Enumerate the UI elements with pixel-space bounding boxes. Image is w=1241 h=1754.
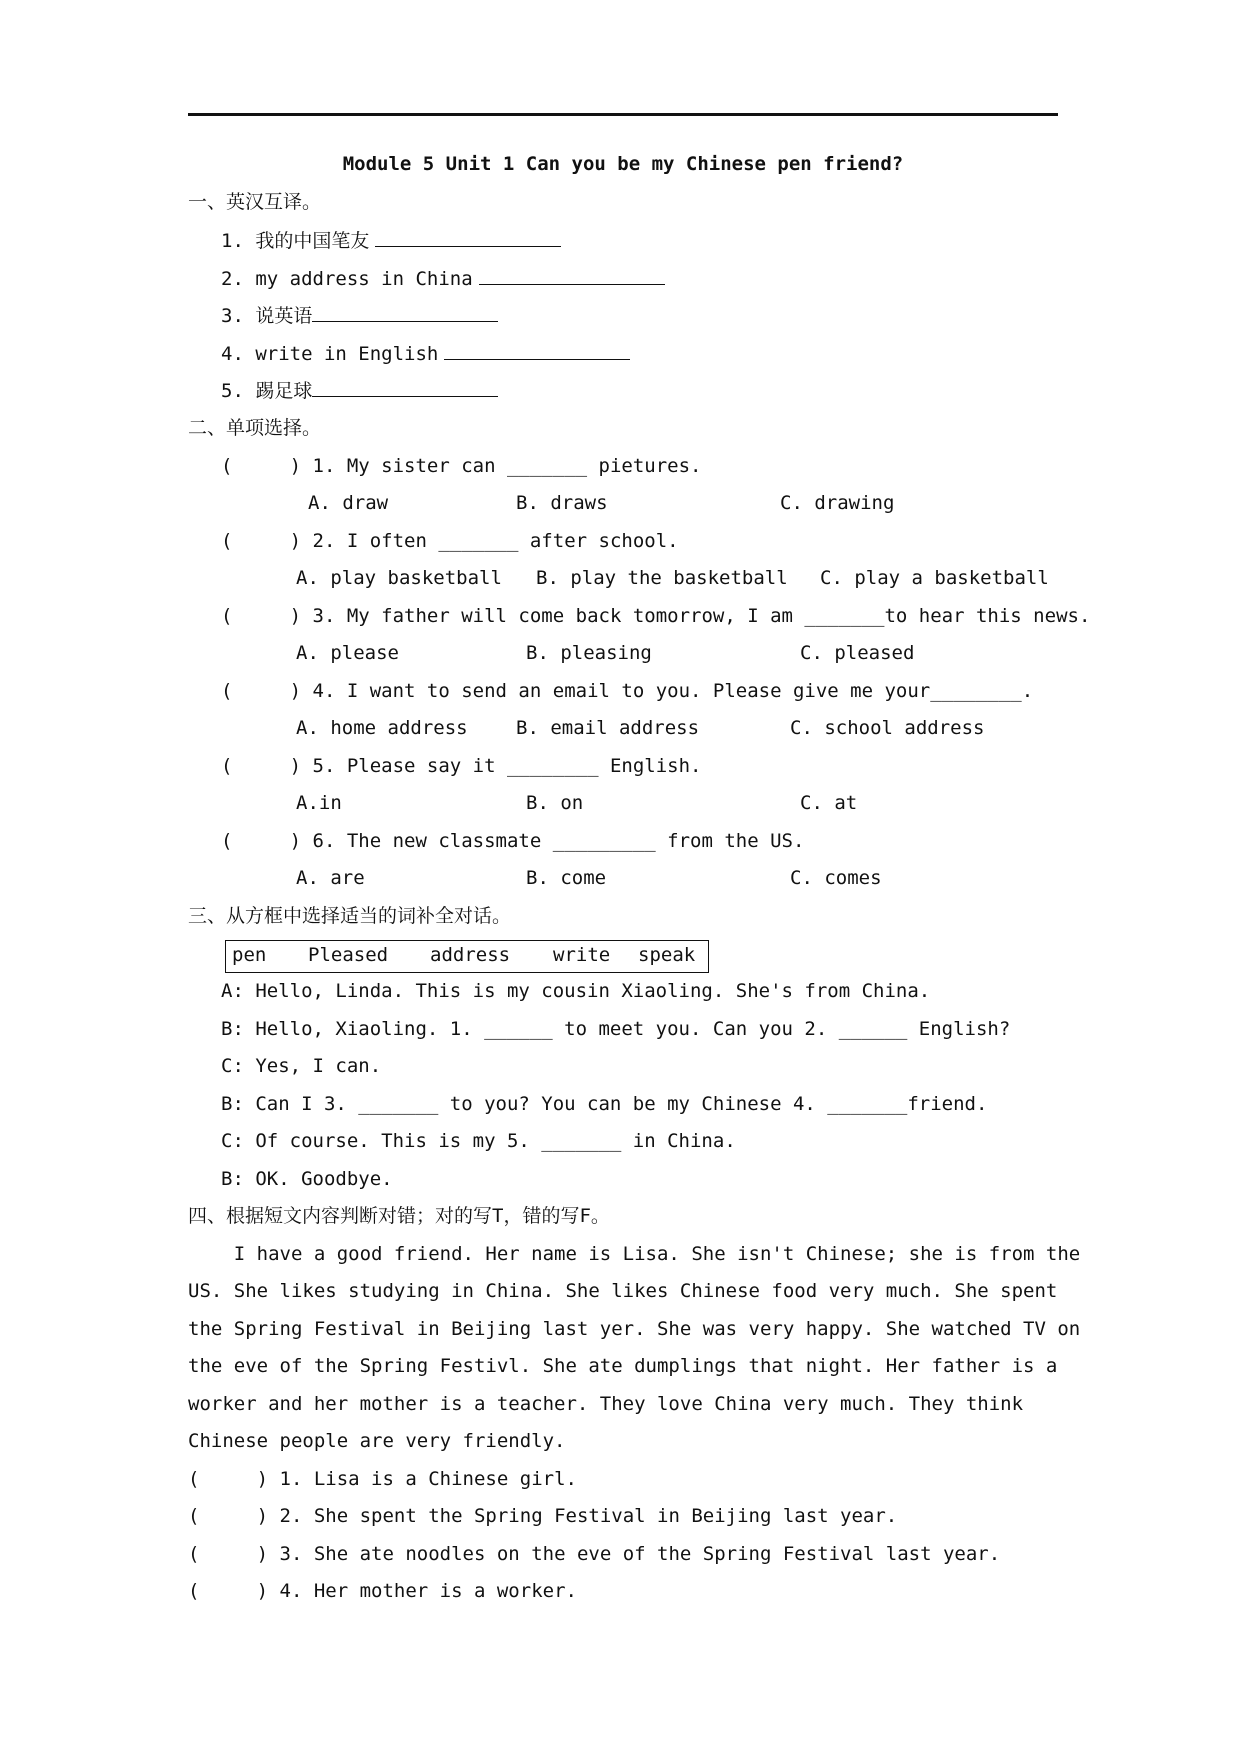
- dialogue-line: C: Of course. This is my 5. _______ in China.: [221, 1130, 736, 1152]
- choice-question-5: [221, 754, 701, 778]
- option-a[interactable]: A. play basketball: [296, 567, 502, 589]
- option-b[interactable]: B. on: [526, 792, 584, 814]
- choice-question-2: [221, 529, 679, 553]
- word-bank-item: Pleased: [308, 944, 389, 966]
- section4-heading: 四、根据短文内容判断对错；对的写T，错的写F。: [188, 1205, 610, 1227]
- word-bank-item: write: [553, 944, 611, 966]
- option-a[interactable]: A. home address: [296, 717, 468, 739]
- option-c[interactable]: C. drawing: [780, 492, 895, 514]
- answer-blank[interactable]: [312, 303, 498, 322]
- section1-heading: 一、英汉互译。: [188, 191, 322, 213]
- dialogue-line: C: Yes, I can.: [221, 1055, 382, 1077]
- word-bank-item: pen: [232, 944, 267, 966]
- choice-question-1: [221, 454, 701, 478]
- answer-blank[interactable]: [375, 228, 561, 247]
- question-text: 5. Please say it ________ English.: [312, 755, 702, 777]
- translate-item-4: [221, 341, 630, 365]
- item-number: 3.: [221, 305, 244, 327]
- option-c[interactable]: C. pleased: [800, 642, 915, 664]
- answer-blank[interactable]: [312, 378, 498, 397]
- statement-text: 4. Her mother is a worker.: [279, 1580, 577, 1602]
- option-a[interactable]: A. draw: [308, 492, 389, 514]
- answer-paren[interactable]: ( ): [221, 605, 302, 627]
- passage-line: I have a good friend. Her name is Lisa. She isn't Chinese; she is from the: [188, 1243, 1081, 1265]
- statement-text: 3. She ate noodles on the eve of the Spring Festival last year.: [279, 1543, 1001, 1565]
- translate-item-2: [221, 266, 665, 290]
- true-false-item-3: [188, 1542, 1000, 1566]
- passage-line: US. She likes studying in China. She likes Chinese food very much. She spent: [188, 1280, 1058, 1302]
- item-text: my address in China: [255, 268, 473, 290]
- answer-paren[interactable]: ( ): [188, 1505, 269, 1527]
- word-bank-item: address: [430, 944, 511, 966]
- question-text: 3. My father will come back tomorrow, I am _______to hear this news.: [312, 605, 1091, 627]
- option-b[interactable]: B. email address: [516, 717, 700, 739]
- question-text: 1. My sister can _______ pietures.: [312, 455, 702, 477]
- choice-question-6: [221, 829, 804, 853]
- option-c[interactable]: C. comes: [790, 867, 882, 889]
- answer-blank[interactable]: [479, 266, 665, 285]
- dialogue-line: B: OK. Goodbye.: [221, 1168, 393, 1190]
- answer-paren[interactable]: ( ): [221, 455, 302, 477]
- answer-paren[interactable]: ( ): [221, 680, 302, 702]
- answer-paren[interactable]: ( ): [188, 1543, 269, 1565]
- option-c[interactable]: C. play a basketball: [820, 567, 1049, 589]
- true-false-item-1: [188, 1467, 577, 1491]
- dialogue-line: B: Hello, Xiaoling. 1. ______ to meet you. Can you 2. ______ English?: [221, 1018, 1011, 1040]
- option-b[interactable]: B. come: [526, 867, 607, 889]
- section2-heading: 二、单项选择。: [188, 417, 322, 439]
- true-false-item-2: [188, 1504, 897, 1528]
- header-rule: [188, 113, 1058, 116]
- passage-line: the eve of the Spring Festivl. She ate dumplings that night. Her father is a: [188, 1355, 1058, 1377]
- answer-paren[interactable]: ( ): [221, 530, 302, 552]
- option-c[interactable]: C. at: [800, 792, 858, 814]
- question-text: 4. I want to send an email to you. Please give me your________.: [312, 680, 1034, 702]
- answer-paren[interactable]: ( ): [221, 755, 302, 777]
- page-title: Module 5 Unit 1 Can you be my Chinese pen friend?: [342, 153, 904, 175]
- item-number: 2.: [221, 268, 244, 290]
- statement-text: 1. Lisa is a Chinese girl.: [279, 1468, 577, 1490]
- section3-heading: 三、从方框中选择适当的词补全对话。: [188, 905, 512, 927]
- translate-item-5: [221, 378, 498, 402]
- true-false-item-4: [188, 1579, 577, 1603]
- item-number: 1.: [221, 230, 244, 252]
- question-text: 6. The new classmate _________ from the US.: [312, 830, 805, 852]
- item-text: 踢足球: [255, 380, 313, 402]
- option-b[interactable]: B. pleasing: [526, 642, 652, 664]
- option-a[interactable]: A.in: [296, 792, 342, 814]
- choice-question-3: [221, 604, 1090, 628]
- answer-paren[interactable]: ( ): [188, 1580, 269, 1602]
- passage-line: Chinese people are very friendly.: [188, 1430, 566, 1452]
- translate-item-3: [221, 303, 498, 327]
- answer-paren[interactable]: ( ): [221, 830, 302, 852]
- option-c[interactable]: C. school address: [790, 717, 985, 739]
- item-text: 说英语: [255, 305, 313, 327]
- option-b[interactable]: B. draws: [516, 492, 608, 514]
- option-a[interactable]: A. are: [296, 867, 365, 889]
- option-a[interactable]: A. please: [296, 642, 399, 664]
- item-text: 我的中国笔友: [255, 230, 370, 252]
- option-b[interactable]: B. play the basketball: [536, 567, 788, 589]
- passage-line: worker and her mother is a teacher. They love China very much. They think: [188, 1393, 1024, 1415]
- dialogue-line: A: Hello, Linda. This is my cousin Xiaoling. She's from China.: [221, 980, 931, 1002]
- word-bank-box: [225, 940, 709, 973]
- answer-paren[interactable]: ( ): [188, 1468, 269, 1490]
- item-number: 5.: [221, 380, 244, 402]
- question-text: 2. I often _______ after school.: [312, 530, 679, 552]
- item-text: write in English: [255, 343, 439, 365]
- choice-question-4: [221, 679, 1033, 703]
- item-number: 4.: [221, 343, 244, 365]
- word-bank-item: speak: [638, 944, 696, 966]
- passage-line: the Spring Festival in Beijing last yer. She was very happy. She watched TV on: [188, 1318, 1081, 1340]
- statement-text: 2. She spent the Spring Festival in Beijing last year.: [279, 1505, 898, 1527]
- translate-item-1: [221, 228, 561, 252]
- answer-blank[interactable]: [444, 341, 630, 360]
- dialogue-line: B: Can I 3. _______ to you? You can be my Chinese 4. _______friend.: [221, 1093, 988, 1115]
